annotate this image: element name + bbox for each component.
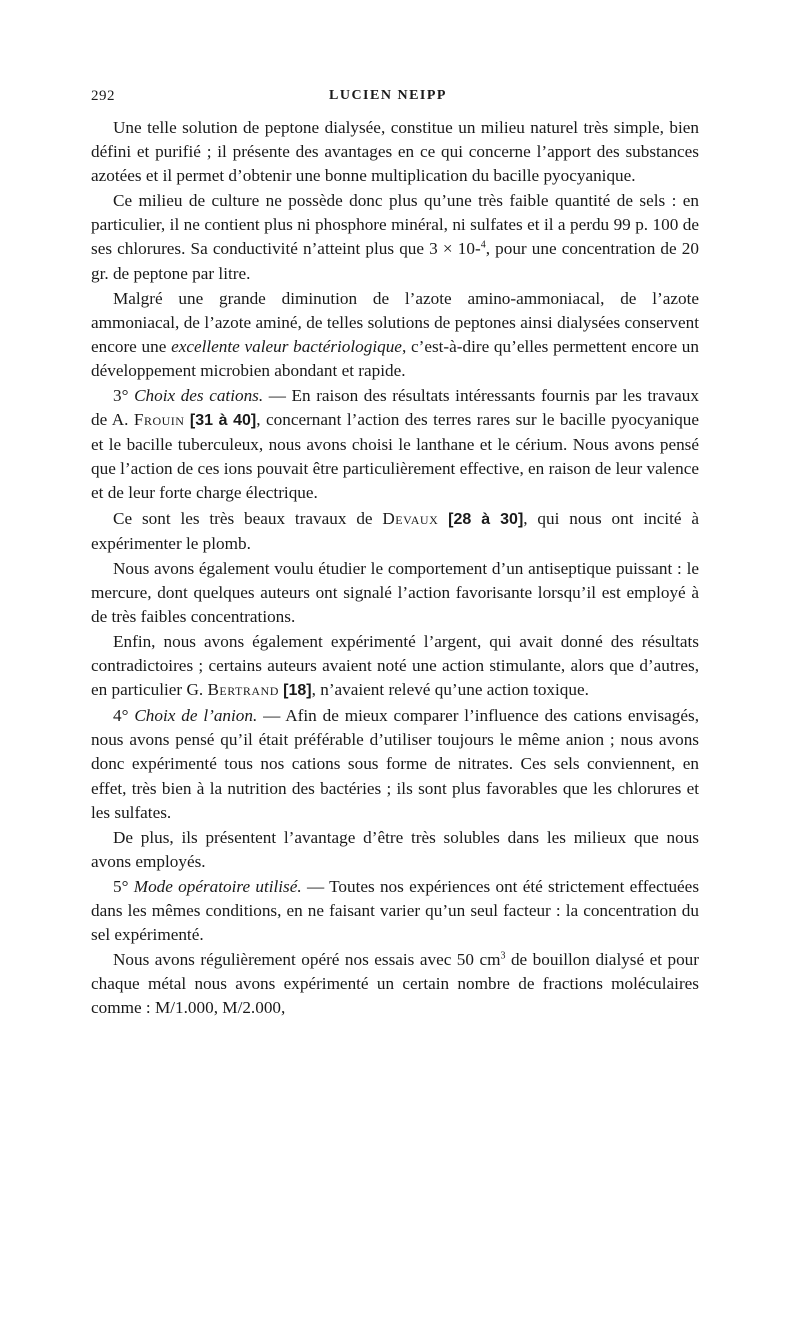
paragraph-3-text-a: Malgré une grande diminution de l’azote amino-ammoniacal, de l’azote ammoniacal, de l’azote aminé, de telles solutions de peptones ainsi dialysées conservent encore une xyxy=(91,288,699,356)
document-page xyxy=(91,80,699,1021)
exponent: 4 xyxy=(480,239,486,251)
paragraph-3 xyxy=(91,287,699,383)
paragraph-11 xyxy=(91,948,699,1020)
paragraph-5-text-b: , qui nous ont incité à expérimenter le plomb. xyxy=(91,508,700,553)
paragraph-2 xyxy=(91,189,699,285)
section-heading: Mode opératoire utilisé. xyxy=(133,876,302,896)
page-header xyxy=(91,80,699,116)
section-number: 4° xyxy=(113,706,129,726)
author-name: Devaux xyxy=(382,508,439,528)
section-heading: Choix de l’anion. xyxy=(134,706,258,726)
running-title: LUCIEN NEIPP xyxy=(329,88,447,103)
exponent: 3 xyxy=(500,950,506,962)
paragraph-1 xyxy=(91,116,699,188)
paragraph-7-text-a: Enfin, nous avons également expérimenté l’argent, qui avait donné des résultats contradictoires ; certains auteurs avaient noté une action stimulante, alors que d’autres, en particulier G. xyxy=(91,631,699,700)
paragraph-3-text-b: , c’est-à-dire qu’elles permettent encore un développement microbien abondant et rapide. xyxy=(91,336,699,380)
paragraph-4 xyxy=(91,384,699,505)
author-name: Frouin xyxy=(133,410,185,430)
reference: [31 à 40] xyxy=(189,412,257,430)
paragraph-5-text-a: Ce sont les très beaux travaux de xyxy=(113,508,383,528)
paragraph-8-text: — Afin de mieux comparer l’influence des cations envisagés, nous avons pensé qu’il était préférable d’utiliser toujours le même anion ; nous avons donc expérimenté tous nos cations sous forme de nitrates. Ces sels conviennent, en effet, très bien à la nutrition des bactéries ; ils sont plus favorables que les chlorures et les sulfates. xyxy=(91,706,700,822)
section-number: 3° xyxy=(113,386,129,406)
paragraph-6-text: Nous avons également voulu étudier le comportement d’un antiseptique puissant : le mercure, dont quelques auteurs ont signalé l’action favorisante lorsqu’il est employé à de très faibles concentrations. xyxy=(91,558,699,626)
reference: [28 à 30] xyxy=(448,510,524,528)
paragraph-2-text-b: , pour une concentration de 20 gr. de peptone par litre. xyxy=(91,239,699,283)
paragraph-9 xyxy=(91,826,699,874)
paragraph-10 xyxy=(91,875,699,947)
paragraph-2-text-a: Ce milieu de culture ne possède donc plus qu’une très faible quantité de sels : en particulier, il ne contient plus ni phosphore minéral, ni sulfates et il a perdu 99 p. 100 de ses chlorures. Sa conductivité n’atteint plus que 3 × 10- xyxy=(91,191,699,259)
paragraph-4-text-b: , concernant l’action des terres rares sur le bacille pyocyanique et le bacille tuberculeux, nous avons choisi le lanthane et le cérium. Nous avons pensé que l’action de ces ions pouvait être particulièrement effective, en raison de leur valence et de leur forte charge électrique. xyxy=(91,410,700,503)
section-number: 5° xyxy=(113,876,129,896)
paragraph-11-text-a: Nous avons régulièrement opéré nos essais avec 50 cm xyxy=(113,950,501,970)
paragraph-6 xyxy=(91,557,699,629)
paragraph-5 xyxy=(91,507,699,556)
paragraph-8 xyxy=(91,704,699,824)
reference: [18] xyxy=(283,682,312,700)
paragraph-10-text: — Toutes nos expériences ont été strictement effectuées dans les mêmes conditions, en ne faisant varier qu’un seul facteur : la concentration du sel expérimenté. xyxy=(91,876,700,945)
author-name: Bertrand xyxy=(207,680,279,700)
page-number: 292 xyxy=(91,88,115,104)
paragraph-11-text-b: de bouillon dialysé et pour chaque métal nous avons expérimenté un certain nombre de fractions moléculaires comme : M/1.000, M/2.000, xyxy=(91,950,699,1018)
paragraph-7-text-b: , n’avaient relevé qu’une action toxique. xyxy=(311,680,589,700)
emphasis-text: excellente valeur bactériologique xyxy=(171,336,402,356)
body-text xyxy=(91,116,699,1020)
paragraph-9-text: De plus, ils présentent l’avantage d’être très solubles dans les milieux que nous avons employés. xyxy=(91,827,699,871)
paragraph-7 xyxy=(91,630,699,703)
paragraph-1-text: Une telle solution de peptone dialysée, constitue un milieu naturel très simple, bien défini et purifié ; il présente des avantages en ce qui concerne l’apport des substances azotées et il permet d’obtenir une bonne multiplication du bacille pyocyanique. xyxy=(91,118,699,186)
section-heading: Choix des cations. xyxy=(134,386,264,406)
paragraph-4-text-a: — En raison des résultats intéressants fournis par les travaux de A. xyxy=(91,386,699,430)
